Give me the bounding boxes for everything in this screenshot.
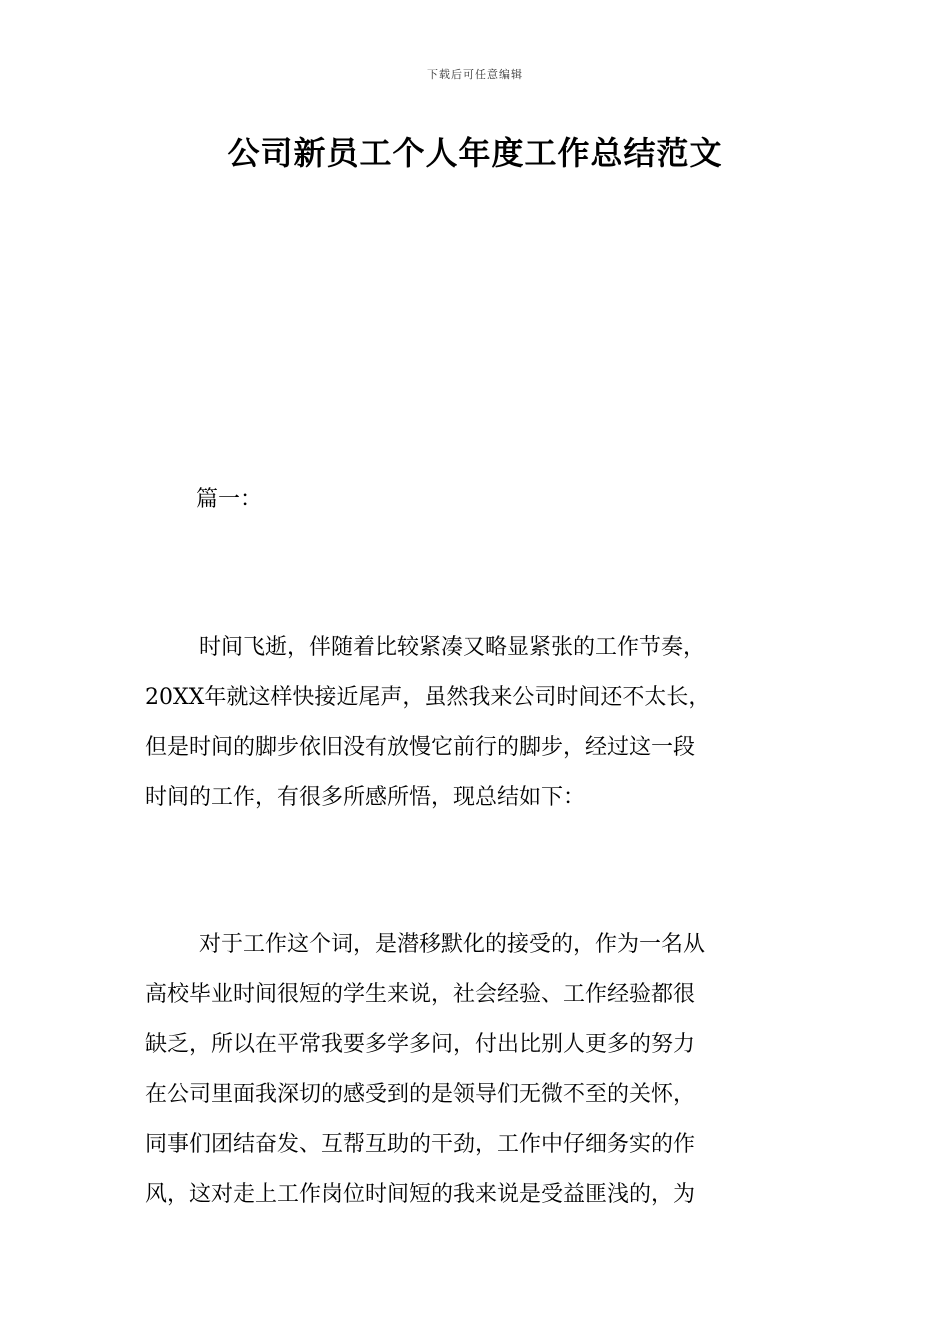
paragraph-1 bbox=[145, 623, 835, 823]
paragraph-line: 风，这对走上工作岗位时间短的我来说是受益匪浅的，为 bbox=[145, 1182, 696, 1207]
paragraph-line: 同事们团结奋发、互帮互助的干劲，工作中仔细务实的作 bbox=[145, 1132, 696, 1157]
document-title: 公司新员工个人年度工作总结范文 bbox=[227, 134, 723, 172]
paragraph-line: 对于工作这个词，是潜移默化的接受的，作为一名从 bbox=[199, 932, 706, 957]
paragraph-2 bbox=[145, 920, 835, 1220]
paragraph-line: 时间的工作，有很多所感所悟，现总结如下： bbox=[145, 785, 586, 810]
section-label: 篇一： bbox=[196, 487, 263, 512]
paragraph-line: 20XX年就这样快接近尾声，虽然我来公司时间还不太长， bbox=[145, 685, 711, 710]
paragraph-line: 但是时间的脚步依旧没有放慢它前行的脚步，经过这一段 bbox=[145, 735, 696, 760]
paragraph-line: 在公司里面我深切的感受到的是领导们无微不至的关怀， bbox=[145, 1082, 696, 1107]
paragraph-line: 高校毕业时间很短的学生来说，社会经验、工作经验都很 bbox=[145, 982, 696, 1007]
paragraph-line: 缺乏，所以在平常我要多学多问，付出比别人更多的努力 bbox=[145, 1032, 696, 1057]
paragraph-line: 时间飞逝，伴随着比较紧凑又略显紧张的工作节奏， bbox=[199, 635, 706, 660]
header-note: 下载后可任意编辑 bbox=[427, 68, 523, 81]
